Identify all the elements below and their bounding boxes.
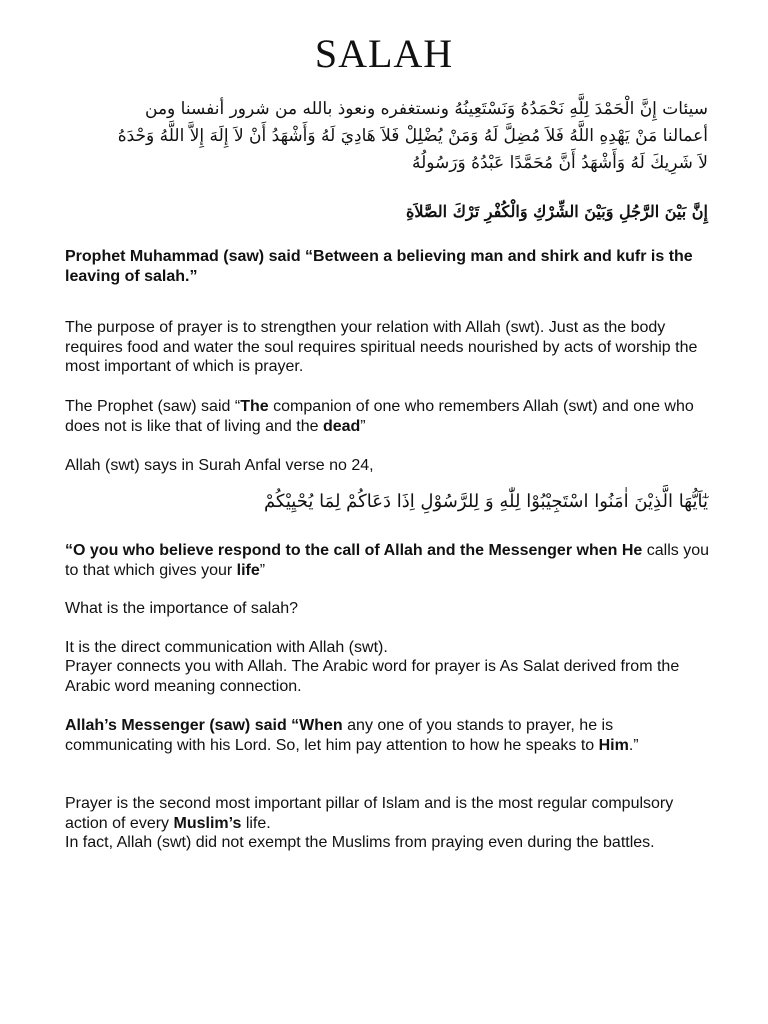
purpose-of-prayer-paragraph: The purpose of prayer is to strengthen your relation with Allah (swt). Just as the body requires food and water the soul requires spiritual needs nourished by acts of worship the most important of which is prayer. xyxy=(65,319,698,375)
text-run-bold: Allah’s Messenger (saw) said “When xyxy=(65,717,343,734)
text-run: The Prophet (saw) said “ xyxy=(65,398,241,415)
arabic-hadith-text: إِنَّ بَيْنَ الرَّجُلِ وَبَيْنَ الشِّرْكِ وَالْكُفْرِ تَرْكَ الصَّلاَةِ xyxy=(406,202,708,221)
battles-paragraph: In fact, Allah (swt) did not exempt the Muslims from praying even during the battles. xyxy=(65,834,655,851)
text-run-bold: dead xyxy=(322,417,361,435)
text-run: ” xyxy=(259,561,266,579)
text-run: Prayer is the second most important pillar of Islam and is the most regular compulsory action of every xyxy=(65,795,674,832)
text-run: .” xyxy=(628,736,639,754)
text-run-bold: “O you who believe respond to the call of Allah and the Messenger when He xyxy=(65,542,643,559)
text-run: any one of you stands to prayer, he is communicating with his Lord. So, let him pay attention to how he speaks to xyxy=(65,717,614,754)
text-run: ” xyxy=(360,417,366,435)
importance-question: What is the importance of salah? xyxy=(65,600,299,617)
arabic-quran-verse: يٰٓاَيُّهَا الَّذِيْنَ اٰمَنُوا اسْتَجِيْبُوْا لِلّٰهِ وَ لِلرَّسُوْلِ اِذَا دَعَاكُمْ لِمَا يُحْيِيْكُمْ xyxy=(263,491,708,512)
text-run: life. xyxy=(241,814,271,832)
page-title: SALAH xyxy=(314,31,454,76)
text-run: calls you to that which gives your xyxy=(65,542,709,579)
surah-anfal-reference: Allah (swt) says in Surah Anfal verse no 24, xyxy=(65,457,374,474)
text-run: companion of one who remembers Allah (swt) and one who does not is like that of living and the xyxy=(65,398,694,435)
direct-communication-line: It is the direct communication with Allah (swt). xyxy=(65,639,388,656)
verse-translation-paragraph xyxy=(65,541,710,580)
messenger-hadith-paragraph xyxy=(65,716,710,755)
text-run-bold: Muslim’s xyxy=(173,814,242,832)
arabic-opening-supplication: سيئات إِنَّ الْحَمْدَ لِلَّهِ نَحْمَدُهُ وَنَسْتَعِينُهُ ونستغفره ونعوذ بالله من شرور أنفسنا ومن أعمالنا مَنْ يَهْدِهِ اللَّهُ فَلاَ مُضِلَّ لَهُ وَمَنْ يُضْلِلْ فَلاَ هَادِيَ لَهُ وَأَشْهَدُ أَنْ لاَ إِلَهَ إِلاَّ اللَّهُ وَحْدَهُ لاَ شَرِيكَ لَهُ وَأَشْهَدُ أَنَّ مُحَمَّدًا عَبْدُهُ وَرَسُولُهُ xyxy=(117,99,708,173)
connection-paragraph: Prayer connects you with Allah. The Arabic word for prayer is As Salat derived from the Arabic word meaning connection. xyxy=(65,658,680,695)
companion-hadith-paragraph xyxy=(65,397,710,436)
hadith-translation-paragraph: Prophet Muhammad (saw) said “Between a believing man and shirk and kufr is the leaving of salah.” xyxy=(65,248,693,285)
text-run-bold: The xyxy=(240,398,269,415)
pillar-of-islam-paragraph xyxy=(65,794,710,833)
text-run-bold: Him xyxy=(598,736,629,754)
text-run-bold: life xyxy=(236,561,260,579)
